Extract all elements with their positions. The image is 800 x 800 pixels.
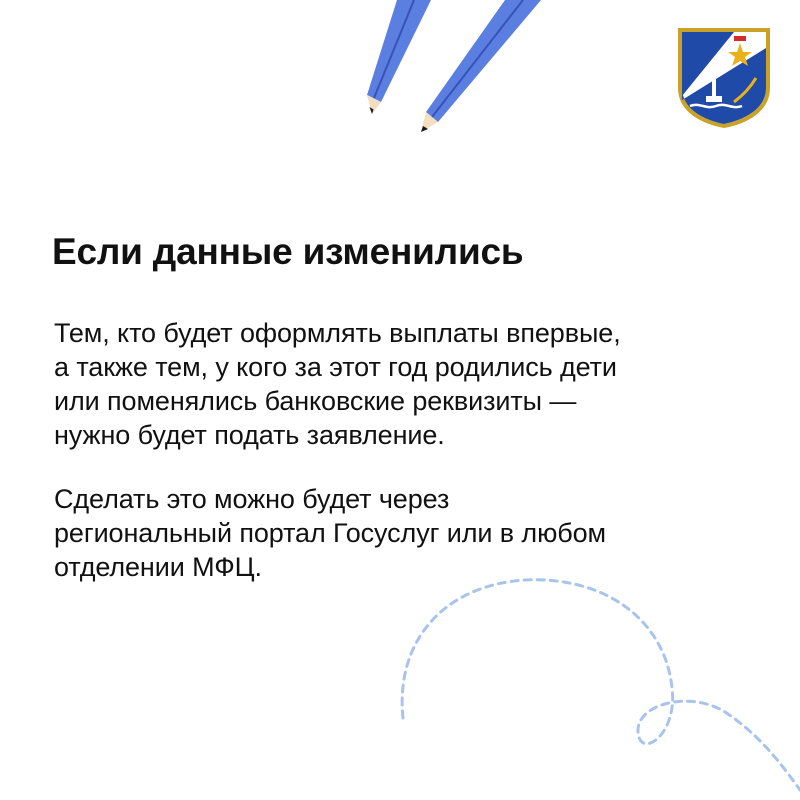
text-line: а также тем, у кого за этот год родились дети bbox=[54, 352, 617, 382]
coat-of-arms-icon bbox=[676, 26, 772, 130]
text-line: нужно будет подать заявление. bbox=[54, 420, 445, 450]
pencil-icon bbox=[367, 0, 431, 114]
text-line: отделении МФЦ. bbox=[54, 552, 262, 582]
pencil-icon bbox=[421, 0, 541, 132]
text-line: Сделать это можно будет через bbox=[54, 484, 450, 514]
text-line: или поменялись банковские реквизиты — bbox=[54, 386, 577, 416]
dashed-loop-decoration bbox=[402, 580, 800, 790]
paragraph-new-applicants bbox=[54, 316, 621, 452]
text-line: Тем, кто будет оформлять выплаты впервые, bbox=[54, 318, 621, 348]
page-title: Если данные изменились bbox=[52, 231, 524, 272]
text-line: региональный портал Госуслуг или в любом bbox=[54, 518, 606, 548]
paragraph-how-to-apply bbox=[54, 482, 606, 584]
